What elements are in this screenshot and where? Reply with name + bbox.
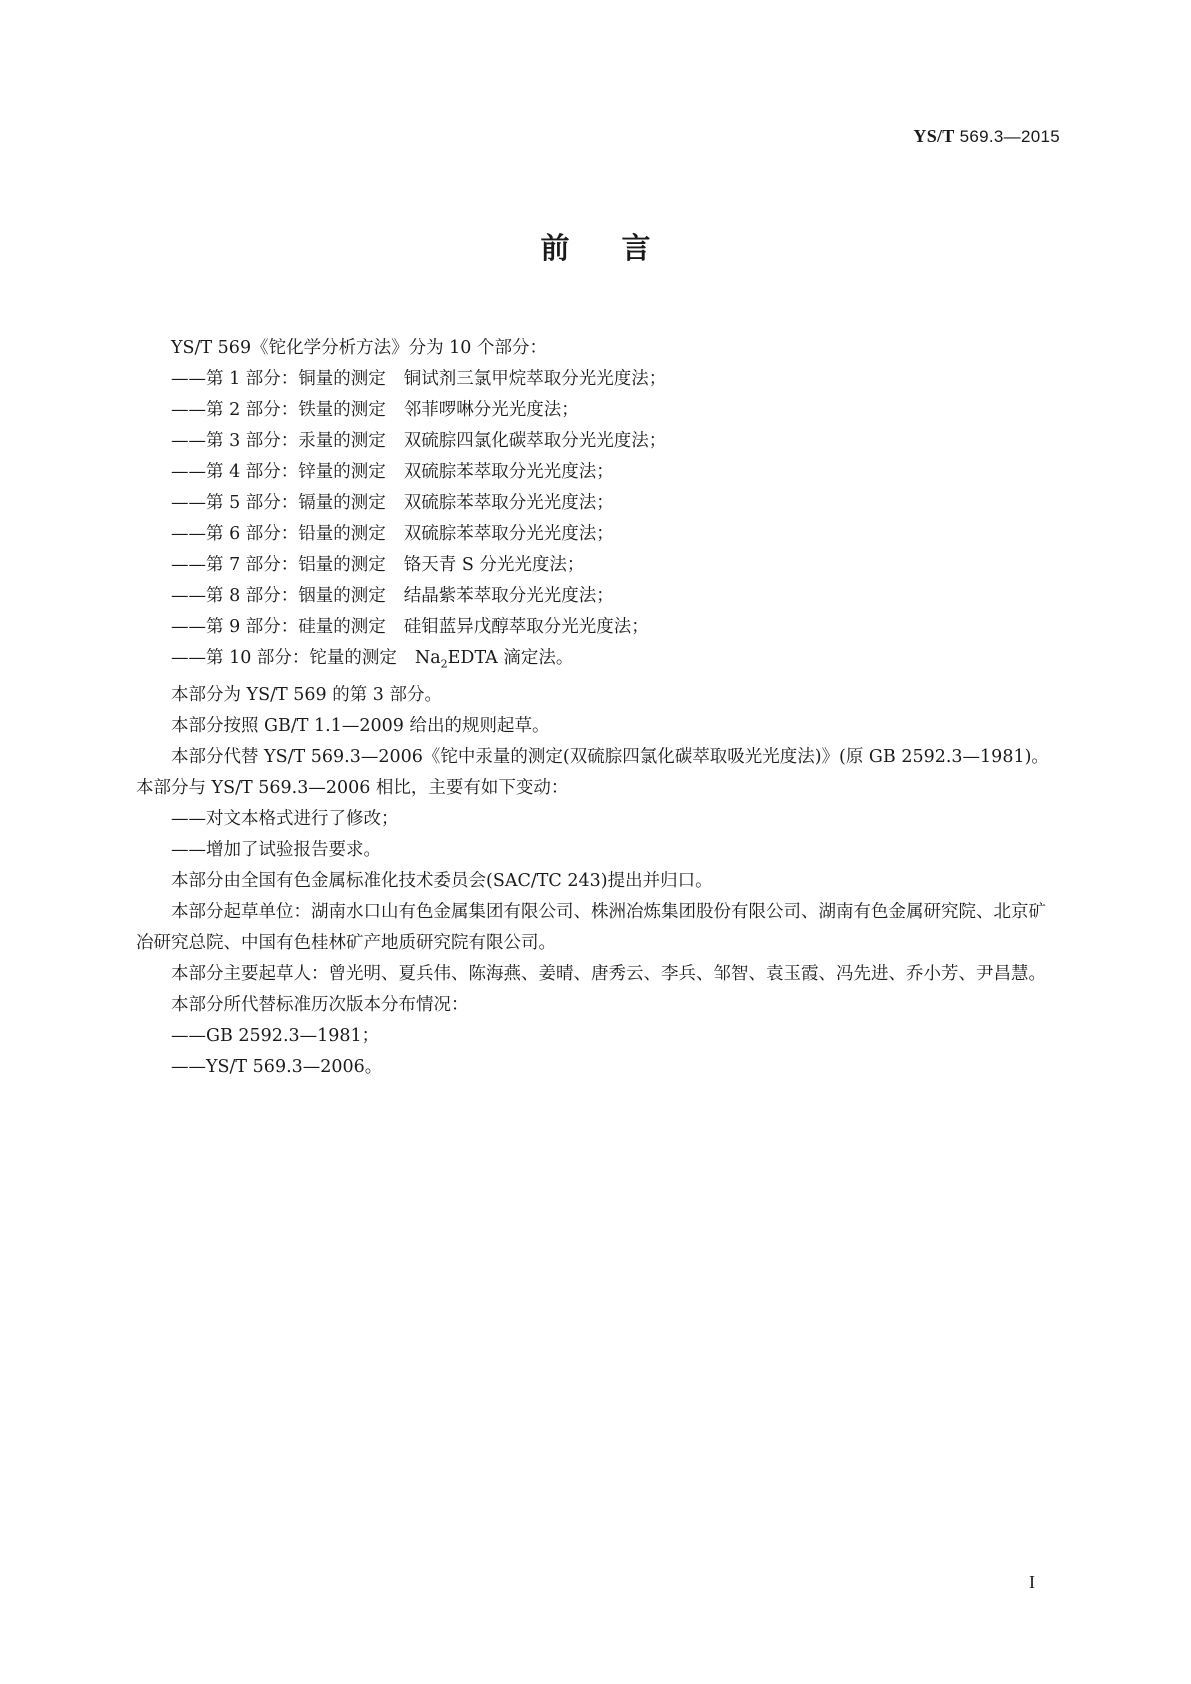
- part-item: [136, 550, 1056, 581]
- part-label: ——第 10 部分：铊量的测定: [171, 648, 397, 668]
- part-method: 双硫腙苯萃取分光光度法；: [403, 524, 614, 544]
- part-method: 双硫腙四氯化碳萃取分光光度法；: [403, 431, 667, 451]
- part-label: ——第 7 部分：铝量的测定: [171, 555, 386, 575]
- part-item: [136, 581, 1056, 612]
- part-label: ——第 8 部分：铟量的测定: [171, 586, 386, 606]
- part-item: [136, 612, 1056, 643]
- part-label: ——第 1 部分：铜量的测定: [171, 369, 386, 389]
- part-label: ——第 6 部分：铅量的测定: [171, 524, 386, 544]
- change-item: ——对文本格式进行了修改；: [171, 808, 399, 829]
- part-method: 硅钼蓝异戊醇萃取分光光度法；: [403, 617, 649, 637]
- proposed-paragraph: 本部分由全国有色金属标准化技术委员会(SAC/TC 243)提出并归口。: [171, 870, 713, 891]
- part-item-10: [136, 643, 1056, 680]
- history-item: ——GB 2592.3—1981；: [171, 1025, 380, 1046]
- drafters-paragraph: 本部分主要起草人：曾光明、夏兵伟、陈海燕、姜晴、唐秀云、李兵、邹智、袁玉霞、冯先进、乔小芳、尹昌慧。: [171, 963, 1046, 984]
- standard-code-number: 569.3—2015: [954, 127, 1060, 146]
- page-number: I: [1029, 1572, 1035, 1592]
- part-item: [136, 364, 1056, 395]
- document-body: [136, 333, 1056, 1083]
- part-method: 双硫腙苯萃取分光光度法；: [403, 462, 614, 482]
- part-label: ——第 9 部分：硅量的测定: [171, 617, 386, 637]
- part-method-prefix: Na: [414, 648, 441, 668]
- standard-code-prefix: YS/T: [913, 126, 955, 146]
- part-method: 双硫腙苯萃取分光光度法；: [403, 493, 614, 513]
- part-of-paragraph: 本部分为 YS/T 569 的第 3 部分。: [171, 684, 442, 705]
- part-item: [136, 457, 1056, 488]
- standard-code: [913, 126, 1060, 147]
- change-item: ——增加了试验报告要求。: [171, 839, 381, 860]
- part-item: [136, 395, 1056, 426]
- history-paragraph: 本部分所代替标准历次版本分布情况：: [171, 994, 469, 1015]
- part-method: 铬天青 S 分光光度法；: [403, 555, 585, 575]
- rules-paragraph: 本部分按照 GB/T 1.1—2009 给出的规则起草。: [171, 715, 550, 736]
- part-method: 铜试剂三氯甲烷萃取分光光度法；: [403, 369, 667, 389]
- replaces-paragraph: 本部分代替 YS/T 569.3—2006《铊中汞量的测定(双硫腙四氯化碳萃取吸光光度法)》(原 GB 2592.3—1981)。本部分与 YS/T 569.3—2006 相比，主要有如下变动：: [136, 746, 1049, 798]
- part-item: [136, 426, 1056, 457]
- part-item: [136, 488, 1056, 519]
- part-label: ——第 5 部分：镉量的测定: [171, 493, 386, 513]
- part-method: 邻菲啰啉分光光度法；: [403, 400, 579, 420]
- page-title: 前言: [540, 231, 703, 265]
- part-method: 结晶紫苯萃取分光光度法；: [403, 586, 614, 606]
- history-item: ——YS/T 569.3—2006。: [171, 1056, 383, 1077]
- part-method-subscript: 2: [440, 657, 448, 671]
- part-label: ——第 4 部分：锌量的测定: [171, 462, 386, 482]
- intro-paragraph: YS/T 569《铊化学分析方法》分为 10 个部分：: [171, 338, 547, 358]
- part-item: [136, 519, 1056, 550]
- drafting-units-paragraph: 本部分起草单位：湖南水口山有色金属集团有限公司、株洲冶炼集团股份有限公司、湖南有色金属研究院、北京矿冶研究总院、中国有色桂林矿产地质研究院有限公司。: [136, 901, 1046, 953]
- part-method-suffix: EDTA 滴定法。: [447, 648, 574, 668]
- part-label: ——第 2 部分：铁量的测定: [171, 400, 386, 420]
- part-label: ——第 3 部分：汞量的测定: [171, 431, 386, 451]
